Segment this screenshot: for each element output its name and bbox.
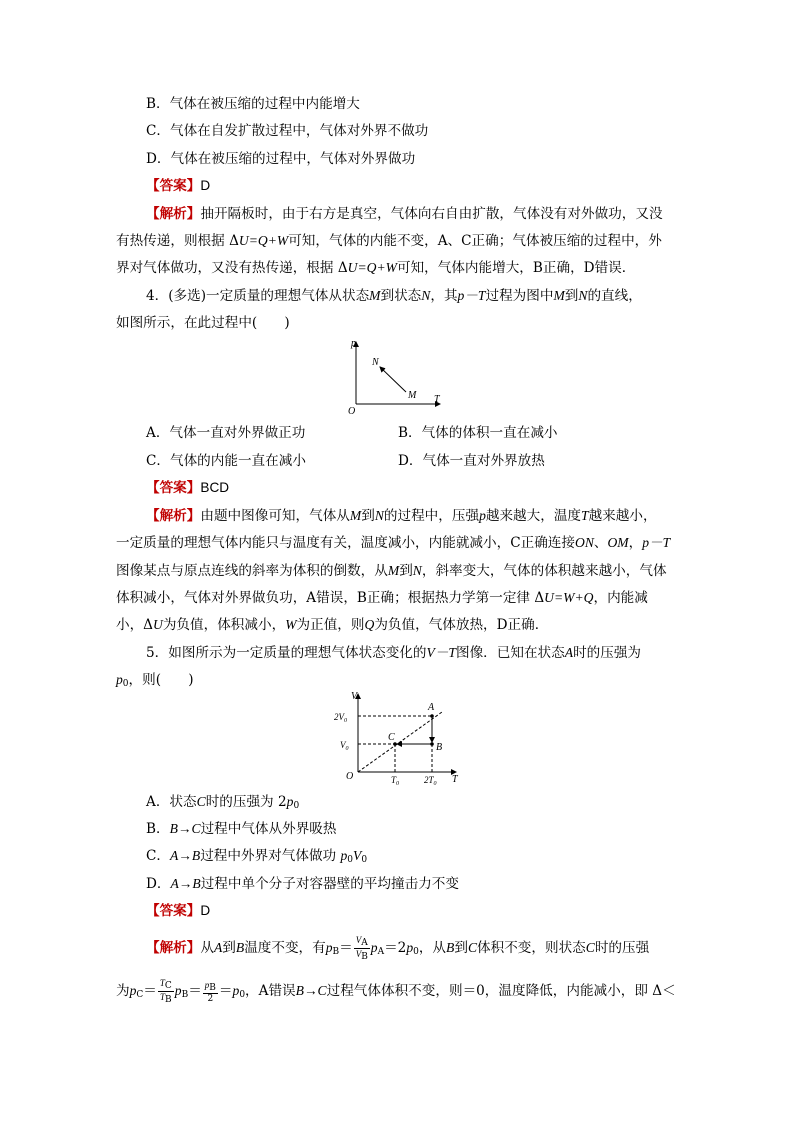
q3-analysis-line1 xyxy=(146,204,663,224)
q5-analysis-line2: 为$p_C=$ $\frac{T_C}{T_B}$ $p_B=$ $\frac{p_B}{2}$ $=p_0$，A错误B→C过程气体体积不变，则＝0，温度降低，内能减小，即 Δ＜ xyxy=(116,978,676,1005)
q3-analysis-line3: 界对气体做功，又没有热传递，根据 ΔU=Q+W可知，气体内能增大，B正确，D错误． xyxy=(116,260,636,276)
fraction-tc-tb: $\frac{T_C}{T_B}$ xyxy=(159,978,172,1005)
analysis-text: 抽开隔板时，由于右方是真空，气体向右自由扩散，气体没有对外做功，又没 xyxy=(200,206,663,222)
t-axis-label: T xyxy=(434,394,440,405)
q5-analysis-line1: 【解析】从A到B温度不变，有$p_B=$ $\frac{V_A}{V_B}$ $p_A=2p_0$，从B到C体积不变，则状态C时的压强 xyxy=(146,935,650,962)
q5-option-c: C．A→B过程中外界对气体做功 $p_0V_0$ xyxy=(146,848,368,865)
point-n-label: N xyxy=(372,357,379,368)
q5-option-b: B．B→C过程中气体从外界吸热 xyxy=(146,821,337,837)
answer-tag: 【答案】 xyxy=(146,178,201,194)
q4-analysis-line3: 图像某点与原点连线的斜率为体积的倒数，从M到N，斜率变大，气体的体积越来越小，气体 xyxy=(116,563,667,579)
q4-analysis-line5: 小，ΔU为负值，体积减小，W为正值，则Q为负值，气体放热，D正确． xyxy=(116,617,549,633)
q4-option-a: A．气体一直对外界做正功 xyxy=(146,425,306,441)
tick-2v0: $2V_0$ xyxy=(334,712,347,724)
point-a xyxy=(430,714,434,718)
answer-value: D xyxy=(200,178,211,193)
answer-tag: 【答案】 xyxy=(146,480,201,496)
t-axis-label: T xyxy=(452,774,458,785)
q4-pt-graph xyxy=(340,336,450,418)
analysis-tag: 【解析】 xyxy=(146,206,201,222)
p-axis-label: p xyxy=(351,338,356,349)
q3-option-d: D．气体在被压缩的过程中，气体对外界做功 xyxy=(146,151,416,167)
q4-stem-line2: 如图所示，在此过程中( ) xyxy=(116,315,290,331)
tick-t0: $T_0$ xyxy=(391,775,400,786)
point-c-label: C xyxy=(388,732,395,743)
tick-v0: $V_0$ xyxy=(340,740,349,752)
origin-line xyxy=(358,712,442,772)
q4-analysis-line2: 一定质量的理想气体内能只与温度有关，温度减小，内能就减小，C正确连接ON、OM，p－T xyxy=(116,535,671,551)
point-a-label: A xyxy=(428,702,435,713)
answer-value: D xyxy=(200,903,211,918)
q3-answer xyxy=(146,176,210,196)
q4-stem-line1: 4．(多选)一定质量的理想气体从状态M到状态N，其p－T过程为图中M到N的直线， xyxy=(146,288,642,304)
point-m-label: M xyxy=(408,390,417,401)
q4-option-c: C．气体的内能一直在减小 xyxy=(146,453,306,469)
point-b-label: B xyxy=(436,742,443,753)
q5-stem-line2: $p_0$，则( ) xyxy=(116,672,194,689)
q4-option-d: D．气体一直对外界放热 xyxy=(398,453,545,469)
tick-2t0: $2T_0$ xyxy=(424,775,437,786)
process-line-m-to-n xyxy=(380,367,406,392)
analysis-tag: 【解析】 xyxy=(146,508,201,524)
q5-answer xyxy=(146,901,210,921)
q5-option-a: A．状态C时的压强为 $2p_0$ xyxy=(146,794,300,811)
q3-analysis-line2: 有热传递，则根据 ΔU=Q+W可知，气体的内能不变，A、C正确；气体被压缩的过程中，外 xyxy=(116,233,662,249)
analysis-tag: 【解析】 xyxy=(146,940,201,956)
v-axis-label: V xyxy=(351,691,358,702)
fraction-pb-2: $\frac{p_B}{2}$ xyxy=(204,979,216,1004)
q5-option-d: D．A→B过程中单个分子对容器壁的平均撞击力不变 xyxy=(146,876,459,892)
q4-answer xyxy=(146,478,229,498)
q5-vt-graph xyxy=(318,690,468,786)
origin-label: O xyxy=(346,771,354,782)
origin-label: O xyxy=(348,406,356,417)
q5-stem-line1: 5．如图所示为一定质量的理想气体状态变化的V－T图像．已知在状态A时的压强为 xyxy=(146,645,642,661)
q4-analysis-line4: 体积减小，气体对外界做负功，A错误，B正确；根据热力学第一定律 ΔU=W+Q，内能减 xyxy=(116,590,648,606)
answer-value: BCD xyxy=(200,480,230,495)
point-b xyxy=(430,742,434,746)
q3-option-b: B．气体在被压缩的过程中内能增大 xyxy=(146,96,360,112)
answer-tag: 【答案】 xyxy=(146,903,201,919)
q4-option-b: B．气体的体积一直在减小 xyxy=(398,425,558,441)
fraction-va-vb: $\frac{V_A}{V_B}$ xyxy=(355,935,368,962)
q3-option-c: C．气体在自发扩散过程中，气体对外界不做功 xyxy=(146,123,429,139)
q4-analysis-line1: 【解析】由题中图像可知，气体从M到N的过程中，压强p越来越大，温度T越来越小， xyxy=(146,508,657,524)
